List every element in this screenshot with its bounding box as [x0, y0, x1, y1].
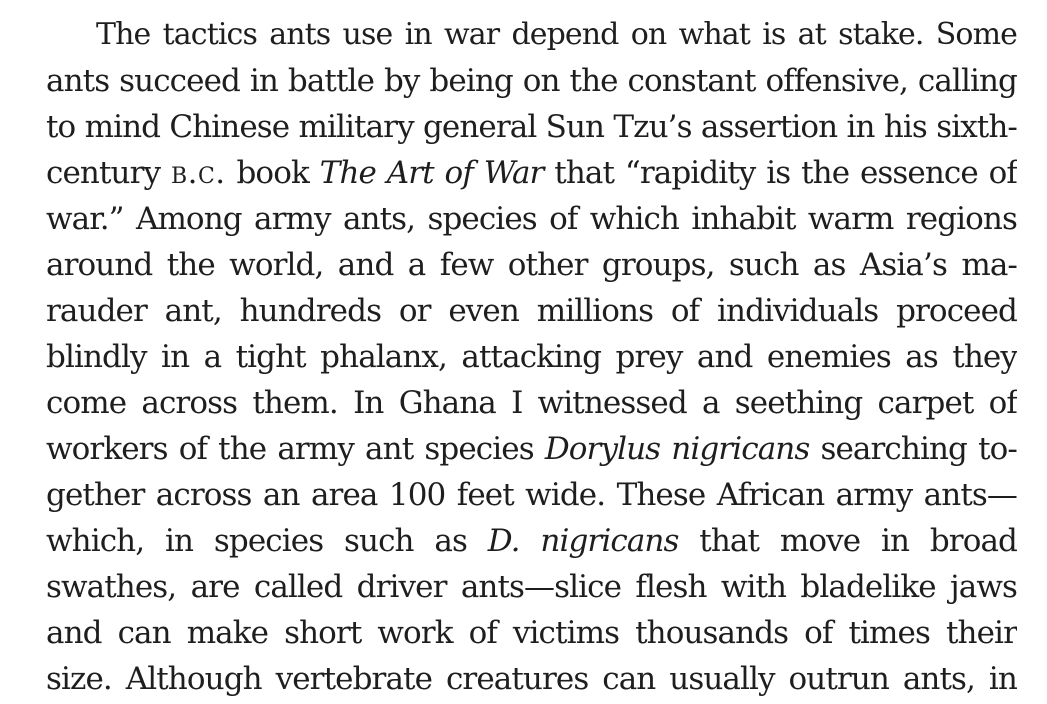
paragraph-line-4 — [46, 150, 1017, 196]
paragraph-line-11: gether across an area 100 feet wide. These African army ants— — [46, 477, 1017, 513]
paragraph-line-10 — [46, 426, 1017, 472]
species-abbreviation: D. nigricans — [487, 523, 679, 559]
era-abbreviation: b.c. — [170, 155, 226, 191]
cropped-previous-line — [46, 0, 1017, 4]
document-page — [46, 0, 1017, 704]
paragraph-line-1: The tactics ants use in war depend on what is at stake. Some — [96, 17, 1017, 52]
paragraph-line-13: swathes, are called driver ants—slice flesh with bladelike jaws — [46, 569, 1017, 605]
line-12-text-before: which, in species such as — [46, 523, 488, 559]
species-name: Dorylus nigricans — [544, 431, 810, 467]
body-paragraph — [46, 12, 1017, 702]
paragraph-line-2: ants succeed in battle by being on the constant offensive, calling — [46, 63, 1017, 99]
paragraph-line-12 — [46, 518, 1017, 564]
paragraph-line-14: and can make short work of victims thousands of times their — [46, 615, 1017, 651]
line-10-text-after: searching to- — [809, 431, 1017, 467]
book-title: The Art of War — [319, 155, 544, 191]
paragraph-line-9: come across them. In Ghana I witnessed a seething carpet of — [46, 385, 1017, 421]
paragraph-line-3: to mind Chinese military general Sun Tzu’s assertion in his sixth- — [46, 109, 1017, 145]
line-4-text-after: that “rapidity is the essence of — [543, 155, 1017, 191]
line-4-text-before: century — [46, 155, 171, 191]
line-10-text-before: workers of the army ant species — [46, 431, 545, 467]
paragraph-line-5: war.” Among army ants, species of which inhabit warm regions — [46, 201, 1017, 237]
line-12-text-after: that move in broad — [678, 523, 1017, 559]
paragraph-line-15: size. Although vertebrate creatures can usually outrun ants, in — [46, 661, 1017, 697]
paragraph-line-6: around the world, and a few other groups, such as Asia’s ma- — [46, 247, 1017, 283]
line-4-text-mid: book — [225, 155, 320, 191]
paragraph-line-7: rauder ant, hundreds or even millions of individuals proceed — [46, 293, 1017, 329]
paragraph-line-8: blindly in a tight phalanx, attacking prey and enemies as they — [46, 339, 1017, 375]
